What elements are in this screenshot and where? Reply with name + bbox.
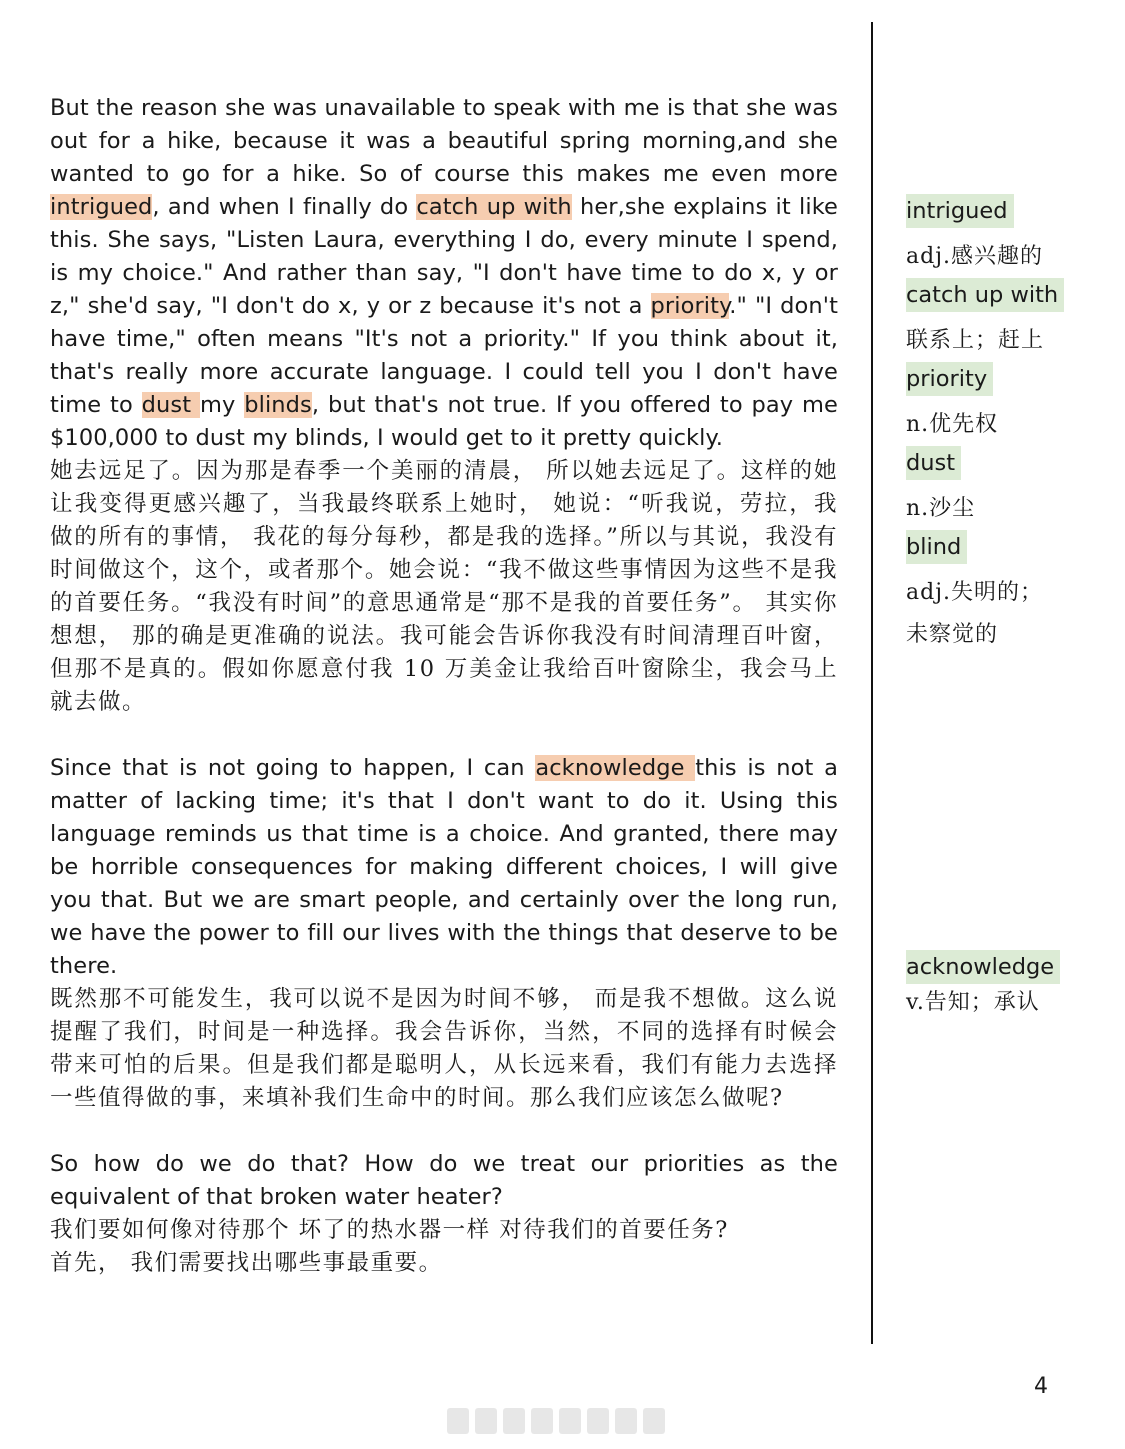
vocab-word: dust bbox=[906, 446, 961, 480]
text-run: my bbox=[199, 392, 245, 418]
highlight-dust: dust bbox=[141, 392, 200, 418]
vocab-definition-continued: 未察觉的 bbox=[906, 622, 999, 647]
paragraph-3-chinese-line-1: 我们要如何像对待那个 坏了的热水器一样 对待我们的首要任务? bbox=[50, 1217, 729, 1243]
vocab-word: blind bbox=[906, 530, 967, 564]
watermark-logo bbox=[447, 1408, 675, 1436]
vocab-entry bbox=[906, 446, 1106, 530]
paragraph-2-chinese: 既然那不可能发生，我可以说不是因为时间不够， 而是我不想做。这么说提醒了我们，时间是一种选择。我会告诉你，当然，不同的选择有时候会带来可怕的后果。但是我们都是聪明人，从长远来看，我们有能力去选择一些值得做的事，来填补我们生命中的时间。那么我们应该怎么做呢? bbox=[50, 986, 838, 1111]
vocab-entry bbox=[906, 362, 1106, 446]
paragraph-3-english: So how do we do that? How do we treat our priorities as the equivalent of that broken water heater? bbox=[50, 1151, 838, 1210]
vocab-entry bbox=[906, 530, 1106, 656]
vocab-word: acknowledge bbox=[906, 950, 1060, 984]
vocab-definition: n.优先权 bbox=[906, 412, 999, 437]
text-run: her,she explains it like this. She says, "Listen Laura, everything I do, every minute I spend, is my choice." And rather than say, "I don't have time to do x, y or z," she'd say, "I don't do x, y or z because it's not a bbox=[50, 194, 838, 319]
column-divider bbox=[871, 22, 873, 1344]
vocab-entry-acknowledge bbox=[906, 950, 1106, 1024]
text-run: Since that is not going to happen, I can bbox=[50, 755, 536, 781]
text-run: But the reason she was unavailable to speak with me is that she was out for a hike, because it was a beautiful spring morning,and she wanted to go for a hike. So of course this makes me even more bbox=[50, 95, 838, 187]
paragraph-3-chinese-line-2: 首先， 我们需要找出哪些事最重要。 bbox=[50, 1250, 443, 1276]
text-run: , and when I finally do bbox=[152, 194, 417, 220]
vocab-word: catch up with bbox=[906, 278, 1064, 312]
text-run: , but that's not true. If you offered to pay me $100,000 to dust my blinds, I would get to it pretty quickly. bbox=[50, 392, 838, 451]
paragraph-1-english bbox=[50, 92, 838, 455]
highlight-acknowledge: acknowledge bbox=[535, 755, 696, 781]
highlight-priority: priority bbox=[650, 293, 730, 319]
vocab-word: priority bbox=[906, 362, 993, 396]
highlight-intrigued: intrigued bbox=[50, 194, 153, 220]
vocab-definition: v.告知；承认 bbox=[906, 990, 1040, 1015]
paragraph-2-english bbox=[50, 752, 838, 983]
page-number: 4 bbox=[1034, 1374, 1048, 1399]
vocab-list bbox=[906, 194, 1106, 656]
vocab-definition: adj.感兴趣的 bbox=[906, 244, 1044, 269]
vocab-definition: adj.失明的； bbox=[906, 580, 1044, 605]
paragraph-1-chinese: 她去远足了。因为那是春季一个美丽的清晨， 所以她去远足了。这样的她让我变得更感兴趣了，当我最终联系上她时， 她说：“听我说，劳拉，我做的所有的事情， 我花的每分每秒，都是我的选择。”所以与其说，我没有时间做这个，这个，或者那个。她会说：“我不做这些事情因为这些不是我的首要任务。“我没有时间”的意思通常是“那不是我的首要任务”。 其实你想想， 那的确是更准确的说法。我可能会告诉你我没有时间清理百叶窗，但那不是真的。假如你愿意付我 10 万美金让我给百叶窗除尘，我会马上就去做。 bbox=[50, 458, 838, 715]
highlight-catch-up-with: catch up with bbox=[416, 194, 572, 220]
highlight-blinds: blinds bbox=[244, 392, 312, 418]
vocab-entry bbox=[906, 194, 1106, 278]
main-text-column bbox=[50, 92, 838, 1280]
vocab-definition: 联系上；赶上 bbox=[906, 328, 1045, 353]
text-run: this is not a matter of lacking time; it's that I don't want to do it. Using this language reminds us that time is a choice. And granted, there may be horrible consequences for making different choices, I will give you that. But we are smart people, and certainly over the long run, we have the power to fill our lives with the things that deserve to be there. bbox=[50, 755, 838, 979]
vocab-definition: n.沙尘 bbox=[906, 496, 976, 521]
text-run: ." "I don't have time," often means "It's not a priority." If you think about it, that's really more accurate language. I could tell you I don't have time to bbox=[50, 293, 838, 418]
vocab-word: intrigued bbox=[906, 194, 1014, 228]
vocab-entry bbox=[906, 278, 1106, 362]
